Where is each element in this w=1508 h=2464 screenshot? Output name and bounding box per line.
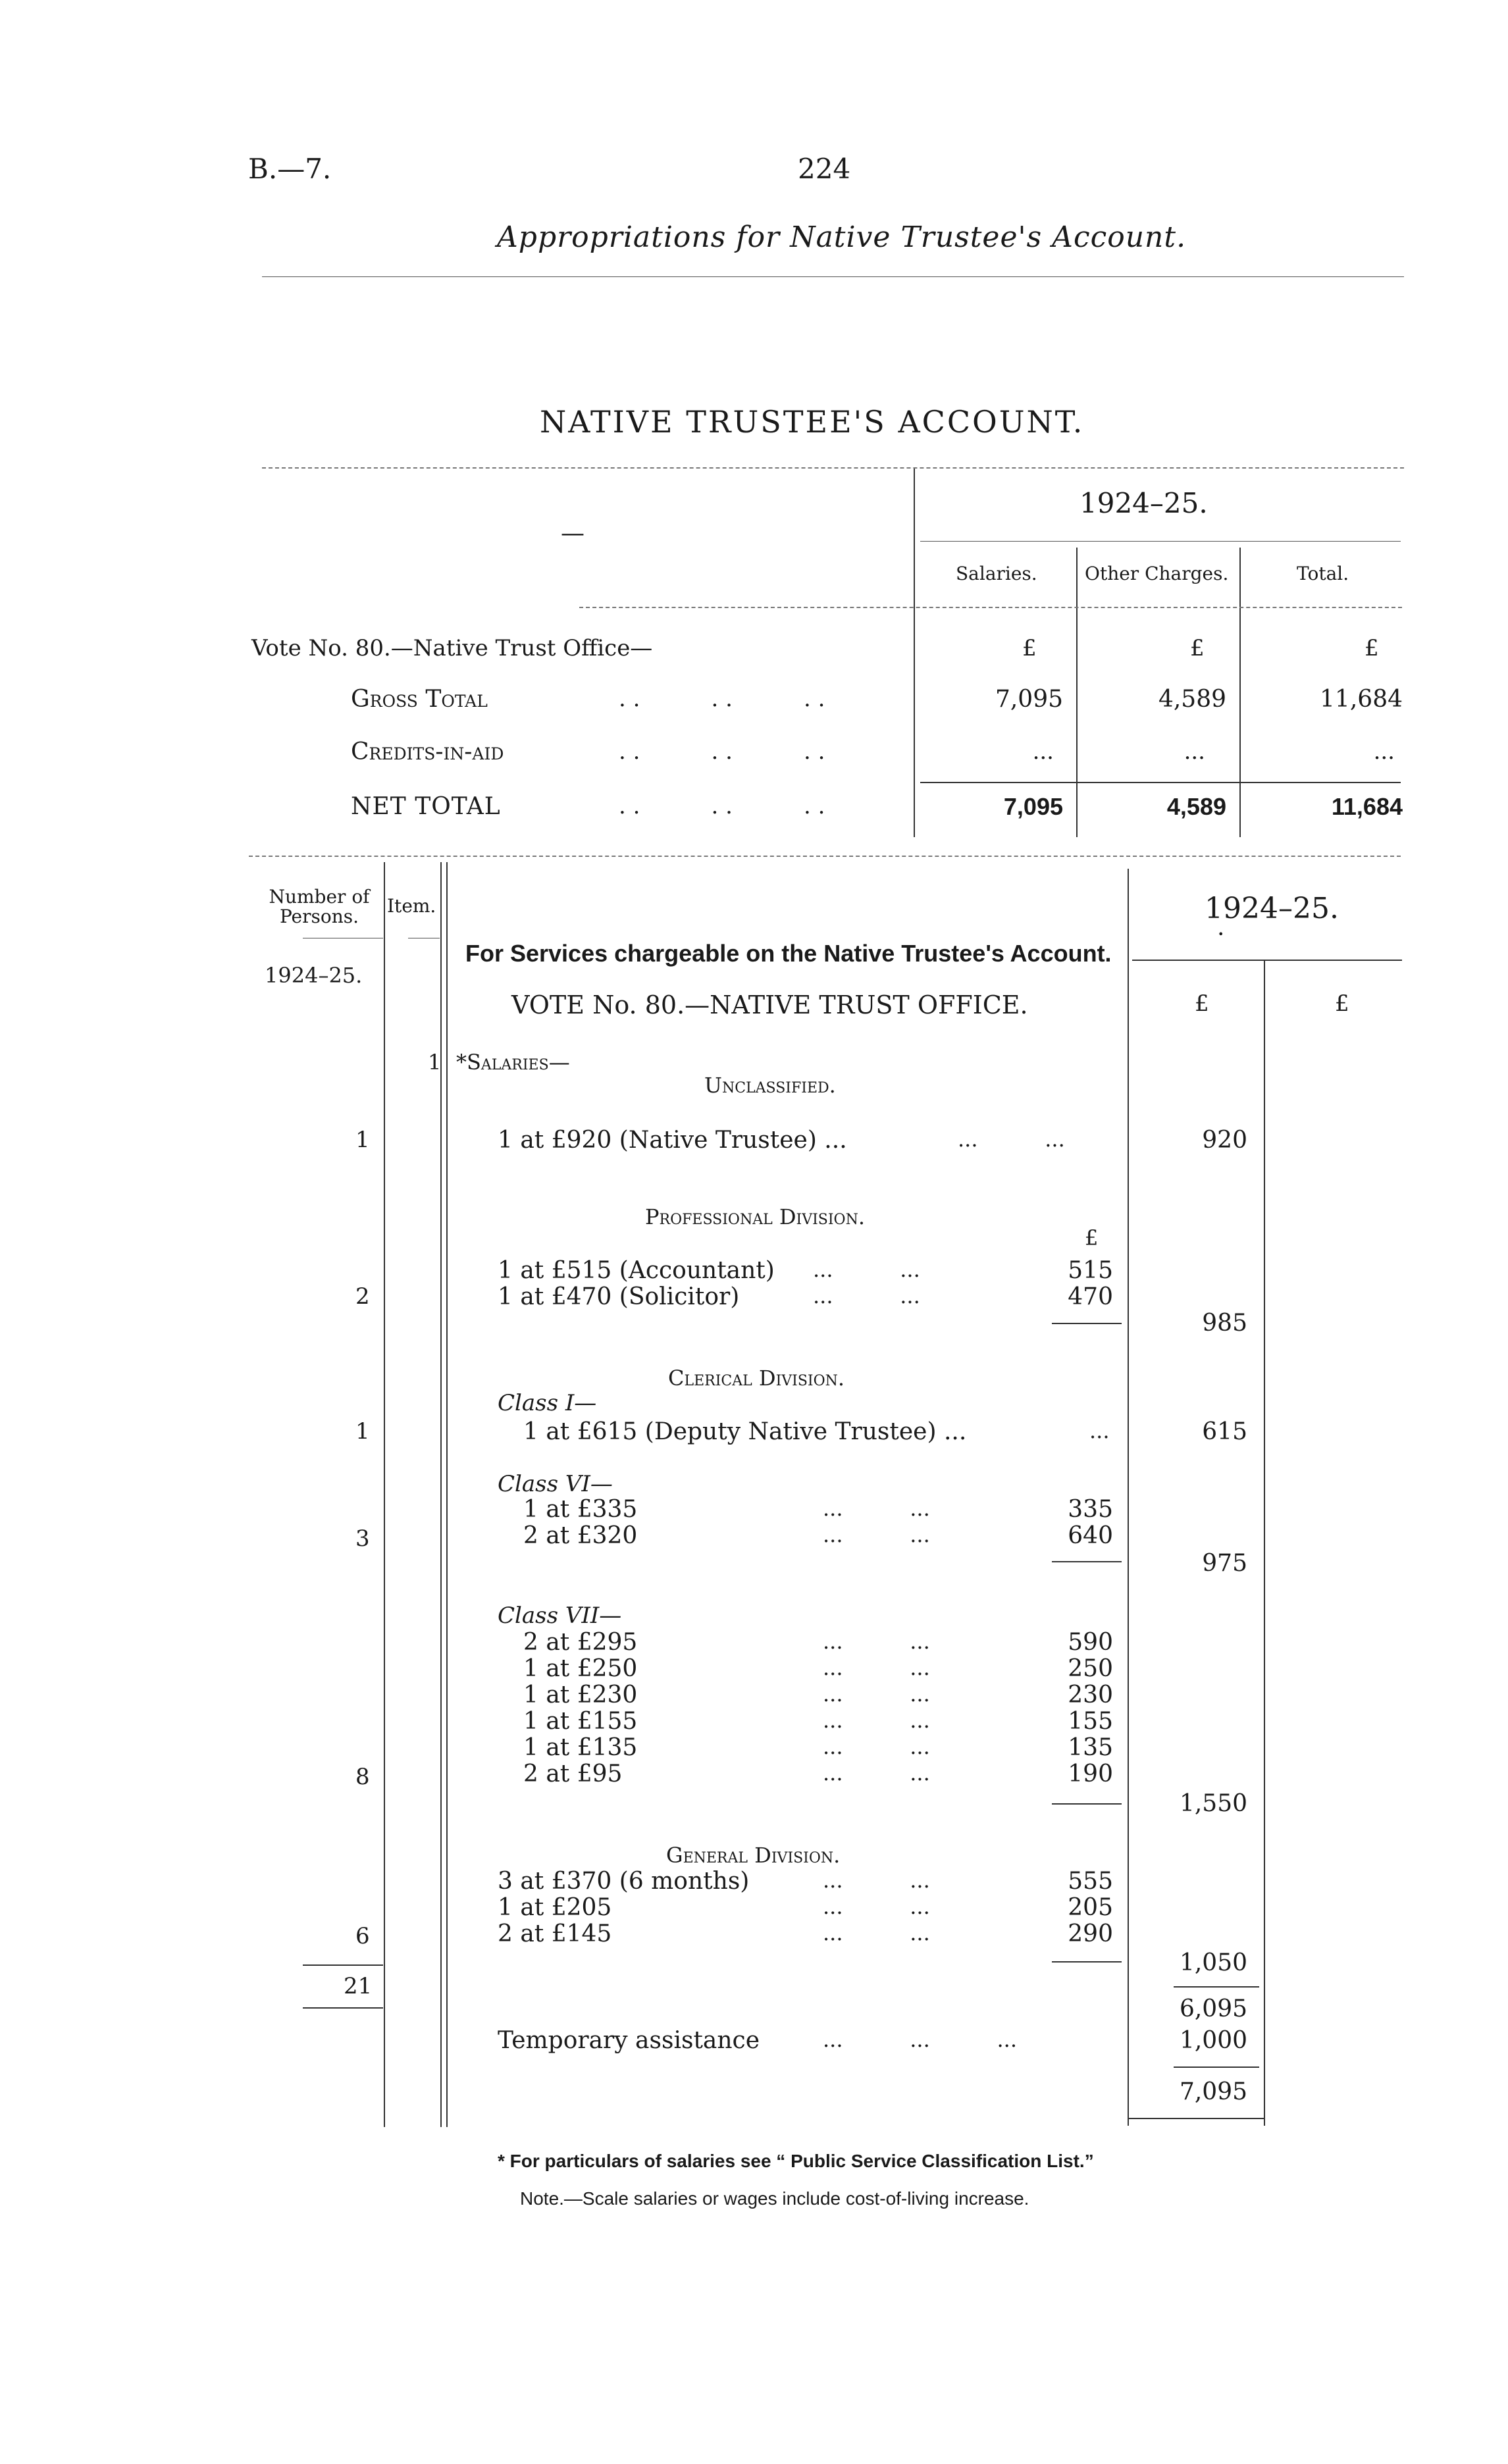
detail-class6-rule xyxy=(1052,1561,1122,1562)
detail-general-heading: General Division. xyxy=(666,1843,841,1868)
detail-class7-label: Class VII— xyxy=(498,1603,622,1629)
detail-year: 1924–25. xyxy=(1205,892,1339,925)
detail-class6-amount: 335 xyxy=(1068,1496,1113,1523)
detail-class6-dots: ... ... xyxy=(823,1496,930,1521)
footnote-salaries: * For particulars of salaries see “ Public Service Classification List.” xyxy=(498,2151,1094,2171)
summary-col-other-charges: Other Charges. xyxy=(1085,563,1229,584)
detail-class7-dots: ... ... xyxy=(823,1734,930,1759)
detail-temporary-total: 1,000 xyxy=(1179,2027,1247,2054)
summary-vote-label: Vote No. 80.—Native Trust Office— xyxy=(251,635,653,661)
summary-currency-other: £ xyxy=(1190,635,1205,661)
detail-class7-rule xyxy=(1052,1803,1122,1805)
summary-row-label: Gross Total xyxy=(351,686,488,713)
detail-class7-dots: ... ... xyxy=(823,1629,930,1654)
summary-year: 1924–25. xyxy=(1079,487,1208,519)
detail-grand-total: 7,095 xyxy=(1179,2078,1247,2105)
detail-professional-dots: ... ... xyxy=(813,1257,920,1282)
detail-item-number: 1 xyxy=(428,1050,442,1075)
detail-professional-amount: 515 xyxy=(1068,1257,1113,1284)
detail-pound-totals: £ xyxy=(1335,990,1349,1017)
detail-class7-amount: 135 xyxy=(1068,1734,1113,1761)
summary-row-other: ... xyxy=(1183,738,1205,765)
summary-currency-salaries: £ xyxy=(1022,635,1037,661)
detail-unclassified-heading: Unclassified. xyxy=(704,1073,836,1098)
detail-subtotal-rule xyxy=(1174,1986,1259,1988)
detail-temporary-text: Temporary assistance xyxy=(498,2027,760,2054)
summary-col-divider-1 xyxy=(914,469,915,837)
detail-class7-text: 2 at £295 xyxy=(523,1629,638,1656)
summary-row-other: 4,589 xyxy=(1158,686,1226,713)
summary-net-rule xyxy=(920,782,1401,783)
detail-grand-total-rule-lower xyxy=(1128,2118,1264,2119)
summary-row-other: 4,589 xyxy=(1166,793,1226,820)
detail-general-persons: 6 xyxy=(355,1923,370,1949)
detail-temporary-dots: ... ... ... xyxy=(823,2027,1017,2052)
detail-class7-amount: 190 xyxy=(1068,1760,1113,1787)
detail-professional-amount: 470 xyxy=(1068,1283,1113,1310)
summary-row-dots: . . . . . . xyxy=(619,793,825,819)
detail-persons-total: 21 xyxy=(344,1973,373,1999)
detail-class1-persons: 1 xyxy=(355,1418,370,1445)
detail-professional-pound: £ xyxy=(1085,1225,1099,1250)
summary-row-salaries: 7,095 xyxy=(995,686,1063,713)
detail-class6-amount: 640 xyxy=(1068,1522,1113,1549)
summary-title: NATIVE TRUSTEE'S ACCOUNT. xyxy=(540,404,1085,440)
detail-grand-total-rule xyxy=(1174,2066,1259,2068)
detail-unclassified-text: 1 at £920 (Native Trustee) ... xyxy=(498,1127,847,1154)
detail-year-rule xyxy=(1132,960,1402,961)
summary-row-total: ... xyxy=(1373,738,1395,765)
detail-clerical-heading: Clerical Division. xyxy=(668,1366,845,1391)
summary-dash: — xyxy=(561,520,585,547)
detail-subtotal: 6,095 xyxy=(1179,1995,1247,2022)
detail-class7-dots: ... ... xyxy=(823,1760,930,1785)
summary-row-total: 11,684 xyxy=(1320,686,1403,713)
detail-professional-rule xyxy=(1052,1323,1122,1324)
detail-professional-text: 1 at £470 (Solicitor) xyxy=(498,1283,740,1310)
summary-col-divider-2 xyxy=(1076,548,1078,837)
summary-row-dots: . . . . . . xyxy=(619,738,825,765)
detail-persons-total-rule-bottom xyxy=(303,2007,383,2009)
detail-persons-total-rule-top xyxy=(303,1964,383,1966)
detail-unclassified-dots: ... ... xyxy=(958,1127,1065,1152)
detail-professional-heading: Professional Division. xyxy=(645,1204,866,1229)
detail-class7-text: 1 at £230 xyxy=(523,1681,638,1708)
detail-class1-text: 1 at £615 (Deputy Native Trustee) ... xyxy=(523,1418,967,1445)
detail-class7-amount: 250 xyxy=(1068,1655,1113,1682)
detail-class7-persons: 8 xyxy=(355,1764,370,1790)
detail-general-rule xyxy=(1052,1961,1122,1963)
summary-row-label: NET TOTAL xyxy=(351,793,501,820)
summary-header-rule xyxy=(579,607,1402,608)
detail-general-dots: ... ... xyxy=(823,1894,930,1919)
summary-row-label: Credits-in-aid xyxy=(351,738,504,765)
detail-class1-total: 615 xyxy=(1202,1418,1247,1445)
detail-heading: For Services chargeable on the Native Trustee's Account. xyxy=(465,940,1112,967)
detail-class6-text: 2 at £320 xyxy=(523,1522,638,1549)
detail-unclassified-persons: 1 xyxy=(355,1127,370,1153)
detail-col-item: Item. xyxy=(387,895,436,917)
summary-top-rule xyxy=(262,467,1404,469)
detail-col-divider-amounts xyxy=(1128,869,1129,2126)
detail-class7-text: 1 at £155 xyxy=(523,1708,638,1735)
detail-general-amount: 290 xyxy=(1068,1920,1113,1947)
detail-class6-persons: 3 xyxy=(355,1526,370,1552)
page-subtitle: Appropriations for Native Trustee's Account. xyxy=(497,220,1187,254)
detail-general-dots: ... ... xyxy=(823,1920,930,1945)
detail-year-mark: • xyxy=(1218,928,1224,940)
detail-class7-amount: 590 xyxy=(1068,1629,1113,1656)
detail-class7-dots: ... ... xyxy=(823,1708,930,1733)
detail-class6-text: 1 at £335 xyxy=(523,1496,638,1523)
detail-salaries-label: *Salaries— xyxy=(456,1050,570,1075)
summary-year-rule xyxy=(920,541,1401,542)
detail-professional-text: 1 at £515 (Accountant) xyxy=(498,1257,775,1284)
summary-col-divider-3 xyxy=(1239,548,1241,837)
detail-class7-text: 1 at £250 xyxy=(523,1655,638,1682)
detail-unclassified-total: 920 xyxy=(1202,1127,1247,1154)
detail-pound-amounts: £ xyxy=(1195,990,1209,1017)
detail-persons-year: 1924–25. xyxy=(265,963,363,988)
summary-col-salaries: Salaries. xyxy=(956,563,1037,584)
detail-class6-label: Class VI— xyxy=(498,1471,613,1497)
detail-general-text: 2 at £145 xyxy=(498,1920,612,1947)
detail-class6-dots: ... ... xyxy=(823,1522,930,1547)
summary-bottom-rule xyxy=(249,856,1401,857)
detail-general-amount: 555 xyxy=(1068,1868,1113,1895)
detail-class7-amount: 155 xyxy=(1068,1708,1113,1735)
detail-col-persons: Number of Persons. xyxy=(269,886,370,927)
detail-col-divider-item-b xyxy=(446,862,448,2127)
detail-class6-total: 975 xyxy=(1202,1550,1247,1577)
detail-vote-heading: VOTE No. 80.—NATIVE TRUST OFFICE. xyxy=(511,990,1028,1019)
detail-general-text: 1 at £205 xyxy=(498,1894,612,1921)
detail-class7-text: 1 at £135 xyxy=(523,1734,638,1761)
detail-col-divider-totals xyxy=(1264,961,1265,2126)
detail-class1-dots: ... xyxy=(1089,1418,1110,1443)
summary-row-salaries: ... xyxy=(1032,738,1054,765)
detail-col-divider-persons xyxy=(384,862,385,2127)
detail-professional-persons: 2 xyxy=(355,1283,370,1310)
detail-class7-text: 2 at £95 xyxy=(523,1760,623,1787)
header-rule xyxy=(262,276,1404,277)
summary-row-salaries: 7,095 xyxy=(1003,793,1063,820)
detail-general-amount: 205 xyxy=(1068,1894,1113,1921)
detail-professional-dots: ... ... xyxy=(813,1283,920,1308)
summary-col-total: Total. xyxy=(1297,563,1349,584)
detail-class7-total: 1,550 xyxy=(1179,1790,1247,1817)
detail-class1-label: Class I— xyxy=(498,1390,597,1416)
detail-class7-amount: 230 xyxy=(1068,1681,1113,1708)
footnote-note: Note.—Scale salaries or wages include cost-of-living increase. xyxy=(520,2188,1029,2209)
detail-general-total: 1,050 xyxy=(1179,1949,1247,1976)
detail-professional-total: 985 xyxy=(1202,1310,1247,1337)
page-number: 224 xyxy=(798,153,851,185)
document-reference: B.—7. xyxy=(248,153,332,185)
detail-class7-dots: ... ... xyxy=(823,1681,930,1707)
detail-class7-dots: ... ... xyxy=(823,1655,930,1680)
detail-general-dots: ... ... xyxy=(823,1868,930,1893)
summary-row-dots: . . . . . . xyxy=(619,686,825,712)
detail-general-text: 3 at £370 (6 months) xyxy=(498,1868,750,1895)
summary-currency-total: £ xyxy=(1365,635,1379,661)
summary-row-total: 11,684 xyxy=(1331,793,1403,820)
